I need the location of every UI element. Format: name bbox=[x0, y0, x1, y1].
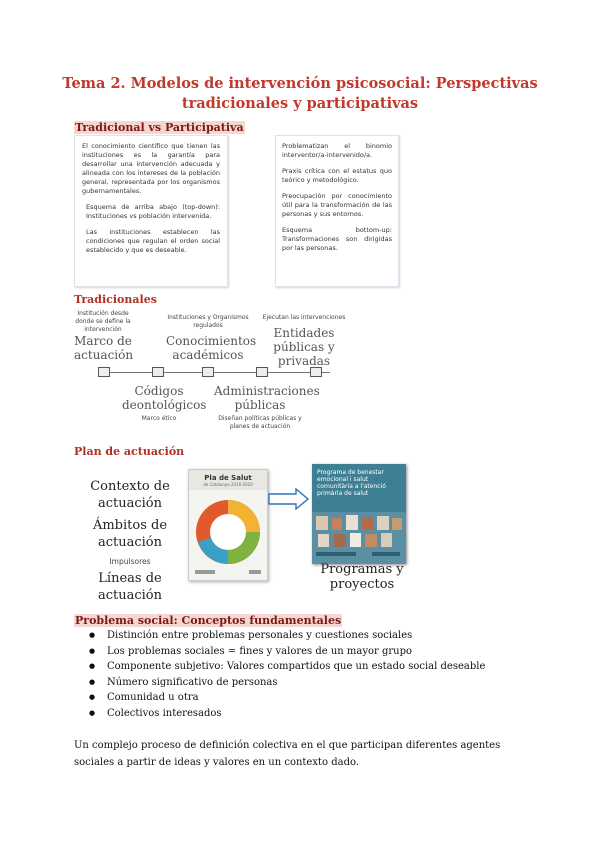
plan-item: Impulsores bbox=[109, 557, 151, 566]
programas-label: Programas y proyectos bbox=[320, 562, 404, 592]
gears-icon bbox=[256, 367, 268, 377]
pla-de-salut-graphic bbox=[189, 490, 267, 580]
arrow-right-icon bbox=[268, 488, 310, 510]
diagram-note: Institución desde donde se define la intervención bbox=[75, 310, 131, 333]
page-title: Tema 2. Modelos de intervención psicosocial: Perspectivas tradicionales y participativas bbox=[62, 75, 538, 112]
organization-icon bbox=[310, 367, 322, 377]
list-item: ● Colectivos interesados bbox=[74, 706, 544, 722]
traditional-point: Esquema de arriba abajo (top-down): Instituciones vs población intervenida. bbox=[86, 203, 220, 220]
document-icon bbox=[202, 367, 214, 377]
diagram-note: Diseñan políticas públicas y planes de actuación bbox=[218, 415, 302, 430]
community-photo bbox=[312, 512, 406, 564]
diagram-item-conocimientos bbox=[166, 314, 257, 362]
list-item: ● Los problemas sociales = fines y valores de un mayor grupo bbox=[74, 644, 544, 660]
participative-point: Praxis crítica con el estatus quo teórico y metodológico. bbox=[282, 167, 392, 184]
book-title: Programa de benestar emocional i salut comunitària a l'atenció primària de salut bbox=[317, 469, 386, 497]
list-item: ● Distinción entre problemas personales y cuestiones sociales bbox=[74, 628, 544, 644]
programa-cover bbox=[312, 464, 406, 564]
diagram-note: Ejecutan las intervenciones bbox=[262, 314, 346, 321]
framework-icon bbox=[98, 367, 110, 377]
traditional-point: Las instituciones establecen las condiciones que regulan el orden social establecido y que es deseable. bbox=[86, 228, 220, 254]
plan-heading: Plan de actuación bbox=[74, 445, 185, 458]
pla-de-salut-cover bbox=[188, 469, 268, 581]
traditional-diagram bbox=[74, 306, 364, 436]
diagram-item-marco bbox=[74, 310, 132, 362]
list-item: ● Componente subjetivo: Valores compartidos que un estado social deseable bbox=[74, 659, 544, 675]
book-subtitle: de Catalunya 2016-2020 bbox=[203, 482, 253, 487]
plan-item: Contexto de actuación bbox=[90, 479, 170, 511]
plan-item: Líneas de actuación bbox=[97, 571, 163, 603]
problema-heading bbox=[74, 614, 342, 627]
timeline-line bbox=[102, 372, 330, 373]
diagram-label: Entidades públicas y privadas bbox=[273, 326, 335, 368]
diagram-label: Marco de actuación bbox=[74, 334, 134, 362]
diagram-item-administraciones bbox=[214, 384, 320, 431]
traditional-point: El conocimiento científico que tienen las instituciones es la garantía para desarrollar una intervención adecuada y alineada con los intereses de la población general, representada por los organismos gubernamentales. bbox=[82, 142, 220, 195]
diagram-note: Marco ético bbox=[141, 415, 177, 422]
problema-heading-text: Problema social: Conceptos fundamentales bbox=[75, 614, 342, 627]
traditional-box bbox=[74, 135, 228, 287]
problema-paragraph: Un complejo proceso de definición colectiva en el que participan diferentes agentes sociales a partir de ideas y valores en un contexto dado. bbox=[74, 740, 501, 768]
diagram-item-entidades bbox=[258, 314, 350, 368]
participative-point: Esquema bottom-up: Transformaciones son dirigidas por las personas. bbox=[282, 226, 392, 252]
code-icon bbox=[152, 367, 164, 377]
diagram-label: Conocimientos académicos bbox=[166, 334, 257, 362]
book-title: Pla de Salut bbox=[204, 474, 252, 482]
diagram-item-codigos bbox=[122, 384, 207, 423]
list-item: ● Comunidad u otra bbox=[74, 690, 544, 706]
plan-item: Ámbitos de actuación bbox=[92, 518, 168, 550]
participative-point: Problematizan el binomio interventor/a-intervenido/a. bbox=[282, 142, 392, 159]
participative-point: Preocupación por conocimiento útil para la transformación de las personas y sus entornos. bbox=[282, 192, 392, 218]
problema-list bbox=[74, 628, 544, 722]
diagram-note: Instituciones y Organismos regulados bbox=[167, 314, 249, 329]
comparison-heading bbox=[74, 121, 245, 134]
tradicionales-heading: Tradicionales bbox=[74, 293, 157, 306]
diagram-label: Administraciones públicas bbox=[214, 384, 320, 412]
diagram-label: Códigos deontológicos bbox=[122, 384, 207, 412]
participative-box bbox=[275, 135, 399, 287]
comparison-heading-text: Tradicional vs Participativa bbox=[75, 121, 244, 134]
list-item: ● Número significativo de personas bbox=[74, 675, 544, 691]
plan-items bbox=[74, 478, 186, 604]
